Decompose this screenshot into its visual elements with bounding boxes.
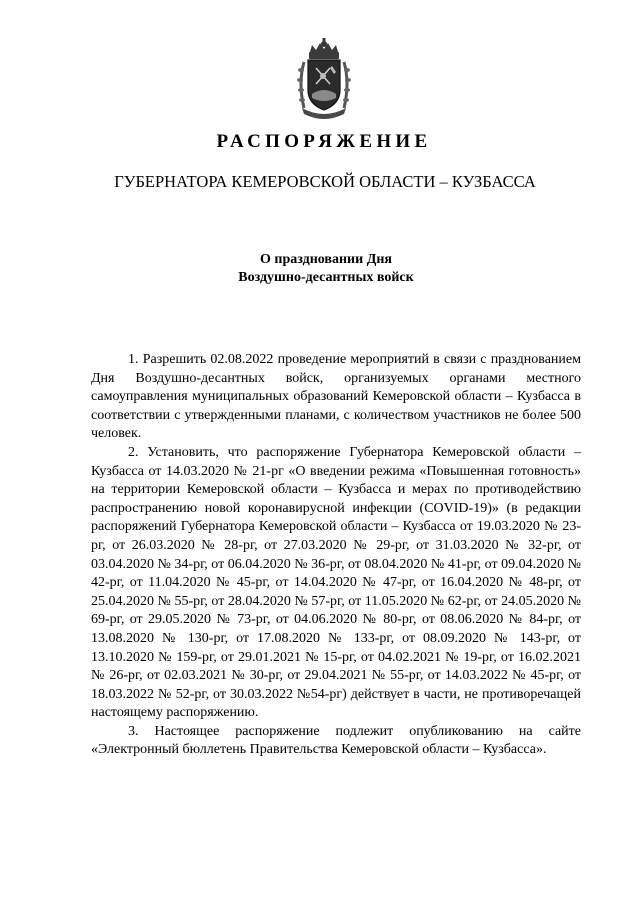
subject-line-1: О праздновании Дня <box>260 252 392 267</box>
document-type-title: РАСПОРЯЖЕНИЕ <box>216 131 432 152</box>
issuer-title: ГУБЕРНАТОРА КЕМЕРОВСКОЙ ОБЛАСТИ – КУЗБАССА <box>114 172 536 191</box>
paragraph-2: 2. Установить, что распоряжение Губернатора Кемеровской области – Кузбасса от 14.03.2020 № 21-рг «О введении режима «Повышенная готовность» на территории Кемеровской области – Кузбасса и мерах по противодействию распространению новой коронавирусной инфекции (COVID-19)» (в редакции распоряжений Губернатора Кемеровской области – Кузбасса от 19.03.2020 № 23-рг, от 26.03.2020 № 28-рг, от 27.03.2020 № 29-рг, от 31.03.2020 № 32-рг, от 03.04.2020 № 34-рг, от 06.04.2020 № 36-рг, от 08.04.2020 № 41-рг, от 09.04.2020 № 42-рг, от 11.04.2020 № 45-рг, от 14.04.2020 № 47-рг, от 16.04.2020 № 48-рг, от 25.04.2020 № 55-рг, от 28.04.2020 № 57-рг, от 11.05.2020 № 62-рг, от 24.05.2020 № 69-рг, от 29.05.2020 № 73-рг, от 04.06.2020 № 80-рг, от 08.06.2020 № 84-рг, от 13.08.2020 № 130-рг, от 17.08.2020 № 133-рг, от 08.09.2020 № 143-рг, от 13.10.2020 № 159-рг, от 29.01.2021 № 15-рг, от 04.02.2021 № 19-рг, от 16.02.2021 № 26-рг, от 02.03.2021 № 30-рг, от 29.04.2021 № 55-рг, от 14.03.2022 № 45-рг, от 18.03.2022 № 52-рг, от 30.03.2022 №54-рг) действует в части, не противоречащей настоящему распоряжению. <box>91 444 581 721</box>
document-body <box>91 351 581 760</box>
paragraph-1: 1. Разрешить 02.08.2022 проведение мероприятий в связи с празднованием Дня Воздушно-десантных войск, организуемых органами местного самоуправления муниципальных образований Кемеровской области – Кузбасса в соответствии с утвержденными планами, с количеством участников не более 500 человек. <box>91 352 581 442</box>
kemerovo-region-coat-of-arms-icon <box>296 38 352 120</box>
paragraph-3: 3. Настоящее распоряжение подлежит опубликованию на сайте «Электронный бюллетень Правительства Кемеровской области – Кузбасса». <box>91 723 581 758</box>
document-subject <box>0 251 640 287</box>
subject-line-2: Воздушно-десантных войск <box>238 270 414 285</box>
